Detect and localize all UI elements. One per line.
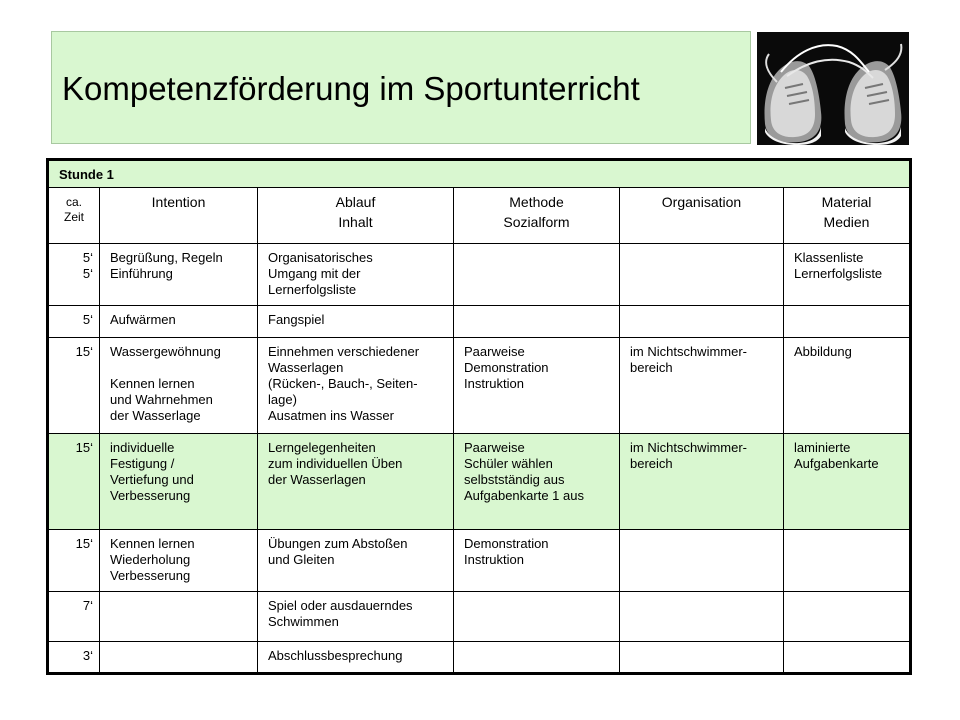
cell-intention: Begrüßung, Regeln Einführung [100, 244, 258, 306]
table-row [48, 244, 911, 306]
title-banner [51, 31, 751, 144]
lesson-plan-table [46, 158, 912, 675]
cell-zeit: 15‘ [48, 434, 100, 530]
table-row [48, 434, 911, 530]
running-shoes-photo [757, 32, 909, 145]
cell-zeit: 7‘ [48, 592, 100, 642]
cell-organisation [620, 306, 784, 338]
table-row [48, 592, 911, 642]
cell-methode [454, 592, 620, 642]
cell-zeit: 3‘ [48, 642, 100, 674]
cell-intention: Wassergewöhnung Kennen lernen und Wahrnehmen der Wasserlage [100, 338, 258, 434]
page-title: Kompetenzförderung im Sportunterricht [62, 70, 640, 107]
cell-zeit: 15‘ [48, 338, 100, 434]
header-material: Material Medien [784, 188, 911, 244]
table-row [48, 642, 911, 674]
cell-zeit: 5‘ 5‘ [48, 244, 100, 306]
cell-methode [454, 244, 620, 306]
cell-material: Klassenliste Lernerfolgsliste [784, 244, 911, 306]
cell-material [784, 306, 911, 338]
table-row [48, 338, 911, 434]
cell-methode [454, 306, 620, 338]
cell-zeit: 15‘ [48, 530, 100, 592]
cell-material [784, 642, 911, 674]
cell-ablauf: Organisatorisches Umgang mit der Lernerfolgsliste [258, 244, 454, 306]
cell-zeit: 5‘ [48, 306, 100, 338]
cell-organisation [620, 642, 784, 674]
lesson-caption: Stunde 1 [48, 160, 911, 188]
header-organisation: Organisation [620, 188, 784, 244]
cell-ablauf: Lerngelegenheiten zum individuellen Üben der Wasserlagen [258, 434, 454, 530]
cell-organisation: im Nichtschwimmer- bereich [620, 338, 784, 434]
cell-ablauf: Einnehmen verschiedener Wasserlagen (Rücken-, Bauch-, Seiten- lage) Ausatmen ins Wasser [258, 338, 454, 434]
header-methode: Methode Sozialform [454, 188, 620, 244]
cell-organisation: im Nichtschwimmer- bereich [620, 434, 784, 530]
cell-material [784, 530, 911, 592]
cell-intention [100, 592, 258, 642]
table-row [48, 530, 911, 592]
cell-methode [454, 642, 620, 674]
cell-material [784, 592, 911, 642]
cell-intention: Aufwärmen [100, 306, 258, 338]
cell-ablauf: Fangspiel [258, 306, 454, 338]
header-zeit: ca. Zeit [48, 188, 100, 244]
cell-methode: Demonstration Instruktion [454, 530, 620, 592]
cell-organisation [620, 530, 784, 592]
cell-material: Abbildung [784, 338, 911, 434]
header-row [48, 188, 911, 244]
header-ablauf: Ablauf Inhalt [258, 188, 454, 244]
cell-ablauf: Spiel oder ausdauerndes Schwimmen [258, 592, 454, 642]
cell-ablauf: Abschlussbesprechung [258, 642, 454, 674]
cell-material: laminierte Aufgabenkarte [784, 434, 911, 530]
cell-organisation [620, 592, 784, 642]
cell-intention: individuelle Festigung / Vertiefung und Verbesserung [100, 434, 258, 530]
cell-organisation [620, 244, 784, 306]
cell-methode: Paarweise Schüler wählen selbstständig aus Aufgabenkarte 1 aus [454, 434, 620, 530]
header-intention: Intention [100, 188, 258, 244]
cell-methode: Paarweise Demonstration Instruktion [454, 338, 620, 434]
table-row [48, 306, 911, 338]
cell-intention [100, 642, 258, 674]
cell-ablauf: Übungen zum Abstoßen und Gleiten [258, 530, 454, 592]
cell-intention: Kennen lernen Wiederholung Verbesserung [100, 530, 258, 592]
